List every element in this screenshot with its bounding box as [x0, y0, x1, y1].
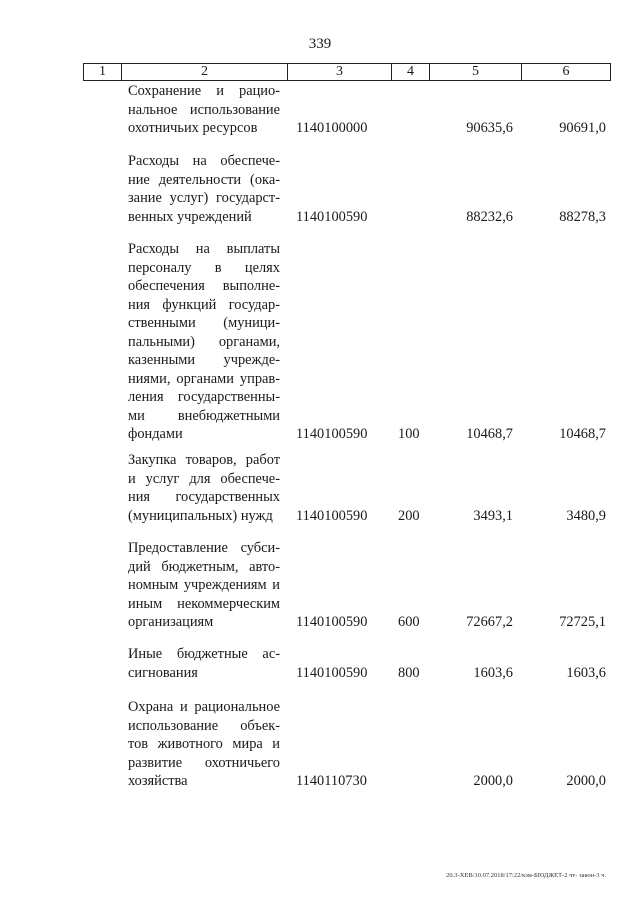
- description-line: ления государственны-: [128, 389, 280, 405]
- row-value-col6: 72725,1: [559, 614, 606, 630]
- header-col-5: 5: [429, 64, 521, 80]
- description-line: ми внебюджетными: [128, 407, 280, 424]
- row-value-col6: 88278,3: [559, 208, 606, 225]
- row-expense-type: 600: [398, 614, 420, 630]
- row-value-col5: 88232,6: [466, 208, 513, 225]
- description-line: дий бюджетным, авто-: [128, 558, 280, 575]
- row-value-col6: 3480,9: [566, 507, 606, 524]
- row-expense-type: 800: [398, 664, 420, 681]
- header-col-6: 6: [521, 64, 610, 80]
- description-line: ния функций государ-: [128, 296, 280, 313]
- row-description: [128, 152, 280, 226]
- row-value-col5: 2000,0: [473, 773, 513, 789]
- row-description: [128, 240, 280, 444]
- description-line: венных учреждений: [128, 208, 252, 225]
- row-value-col6: 2000,0: [566, 773, 606, 789]
- header-col-2: 2: [121, 64, 287, 80]
- description-line: Расходы на выплаты: [128, 241, 280, 257]
- description-line: фондами: [128, 426, 183, 442]
- description-line: казенными учрежде-: [128, 352, 280, 368]
- description-line: охотничьих ресурсов: [128, 120, 258, 136]
- table-header: [83, 63, 611, 81]
- header-col-3: 3: [287, 64, 391, 80]
- row-code: 1140100590: [296, 426, 368, 442]
- row-expense-type: 100: [398, 426, 420, 442]
- description-line: ственными (муници-: [128, 315, 280, 331]
- row-code: 1140110730: [296, 773, 367, 789]
- description-line: использование объек-: [128, 717, 280, 734]
- description-line: Охрана и рациональное: [128, 699, 280, 715]
- row-value-col6: 10468,7: [559, 426, 606, 442]
- row-description: [128, 539, 280, 632]
- description-line: Иные бюджетные ас-: [128, 646, 280, 662]
- description-line: организациям: [128, 614, 214, 630]
- row-description: [128, 698, 280, 791]
- row-code: 1140100590: [296, 507, 368, 524]
- header-col-4: 4: [391, 64, 429, 80]
- row-value-col5: 3493,1: [473, 507, 513, 524]
- description-line: и услуг для обеспече-: [128, 470, 280, 487]
- description-line: номным учреждениям и: [128, 577, 280, 593]
- row-code: 1140100590: [296, 664, 368, 681]
- description-line: хозяйства: [128, 773, 188, 789]
- row-description: [128, 645, 280, 682]
- row-value-col5: 90635,6: [466, 120, 513, 136]
- row-value-col5: 72667,2: [466, 614, 513, 630]
- row-code: 1140100000: [296, 120, 368, 136]
- description-line: (муниципальных) нужд: [128, 507, 273, 524]
- row-value-col6: 1603,6: [566, 664, 606, 681]
- row-code: 1140100590: [296, 208, 368, 225]
- description-line: ниями, органами управ-: [128, 370, 280, 387]
- description-line: иным некоммерческим: [128, 595, 280, 612]
- row-description: [128, 82, 280, 138]
- row-value-col5: 10468,7: [466, 426, 513, 442]
- row-code: 1140100590: [296, 614, 368, 630]
- description-line: Предоставление субси-: [128, 540, 280, 556]
- page-number: 339: [308, 36, 332, 52]
- description-line: Сохранение и рацио-: [128, 83, 280, 99]
- row-description: [128, 451, 280, 525]
- description-line: тов животного мира и: [128, 736, 280, 752]
- description-line: сигнования: [128, 664, 198, 681]
- description-line: зание услуг) государст-: [128, 190, 280, 206]
- description-line: ния государственных: [128, 489, 280, 505]
- description-line: персоналу в целях: [128, 259, 280, 276]
- row-expense-type: 200: [398, 507, 420, 524]
- header-col-1: 1: [99, 64, 106, 79]
- description-line: пальными) органами,: [128, 333, 280, 350]
- description-line: обеспечения выполне-: [128, 278, 280, 294]
- description-line: нальное использование: [128, 101, 280, 118]
- description-line: развитие охотничьего: [128, 754, 280, 771]
- row-value-col6: 90691,0: [559, 120, 606, 136]
- description-line: Закупка товаров, работ: [128, 452, 280, 468]
- description-line: ние деятельности (ока-: [128, 171, 280, 188]
- document-footer: 20.3-ХЕВ/10.07.2018/17:22/кзм-БЮДЖЕТ-2 чт- закон-3 ч.: [446, 872, 606, 879]
- row-value-col5: 1603,6: [473, 664, 513, 681]
- description-line: Расходы на обеспече-: [128, 153, 280, 169]
